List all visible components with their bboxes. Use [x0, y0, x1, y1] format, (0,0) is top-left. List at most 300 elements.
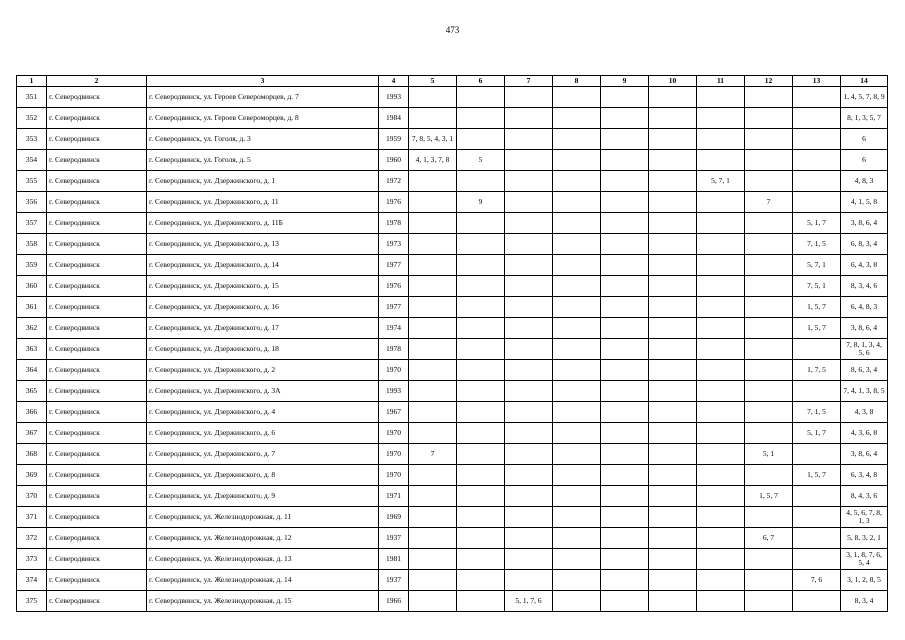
table-cell-col-8: [553, 549, 601, 570]
table-cell-col-1: 363: [17, 339, 47, 360]
table-cell-col-12: [745, 276, 793, 297]
table-cell-col-2: г. Северодвинск: [47, 507, 147, 528]
table-cell-col-9: [601, 171, 649, 192]
table-row: [17, 234, 888, 255]
column-header-14: 14: [841, 76, 888, 87]
table-cell-col-13: [793, 591, 841, 612]
table-cell-col-4: 1970: [379, 465, 409, 486]
table-cell-col-4: 1993: [379, 381, 409, 402]
table-cell-col-6: [457, 360, 505, 381]
table-row: [17, 192, 888, 213]
table-cell-col-12: 5, 1: [745, 444, 793, 465]
table-cell-col-10: [649, 507, 697, 528]
table-cell-col-2: г. Северодвинск: [47, 444, 147, 465]
table-row: [17, 591, 888, 612]
table-cell-col-9: [601, 108, 649, 129]
table-cell-col-14: 6: [841, 150, 888, 171]
table-cell-col-9: [601, 360, 649, 381]
table-cell-col-7: [505, 129, 553, 150]
table-cell-col-2: г. Северодвинск: [47, 234, 147, 255]
table-cell-col-6: [457, 276, 505, 297]
table-cell-col-1: 355: [17, 171, 47, 192]
table-body: [17, 87, 888, 612]
table-cell-col-8: [553, 444, 601, 465]
table-cell-col-4: 1970: [379, 444, 409, 465]
table-cell-col-2: г. Северодвинск: [47, 423, 147, 444]
table-cell-col-13: 1, 5, 7: [793, 318, 841, 339]
column-header-1: 1: [17, 76, 47, 87]
table-cell-col-5: [409, 297, 457, 318]
table-cell-col-9: [601, 255, 649, 276]
table-row: [17, 171, 888, 192]
table-cell-col-8: [553, 129, 601, 150]
table-cell-col-11: [697, 276, 745, 297]
column-header-11: 11: [697, 76, 745, 87]
table-cell-col-13: [793, 87, 841, 108]
table-cell-col-8: [553, 150, 601, 171]
table-cell-col-12: [745, 297, 793, 318]
table-cell-col-14: 3, 1, 8, 7, 6, 5, 4: [841, 549, 888, 570]
table-cell-col-11: [697, 318, 745, 339]
table-cell-col-6: [457, 381, 505, 402]
table-cell-col-14: 8, 3, 4, 6: [841, 276, 888, 297]
table-cell-col-12: [745, 549, 793, 570]
table-cell-col-7: [505, 402, 553, 423]
table-cell-col-8: [553, 465, 601, 486]
table-cell-col-11: [697, 87, 745, 108]
table-cell-col-2: г. Северодвинск: [47, 297, 147, 318]
table-cell-col-12: 1, 5, 7: [745, 486, 793, 507]
table-row: [17, 423, 888, 444]
table-cell-col-10: [649, 381, 697, 402]
table-cell-col-10: [649, 129, 697, 150]
table-cell-col-11: [697, 528, 745, 549]
table-cell-col-5: [409, 528, 457, 549]
table-cell-col-14: 5, 8, 3, 2, 1: [841, 528, 888, 549]
column-header-4: 4: [379, 76, 409, 87]
table-cell-col-4: 1976: [379, 276, 409, 297]
table-cell-col-1: 367: [17, 423, 47, 444]
table-cell-col-6: [457, 297, 505, 318]
table-cell-col-11: [697, 591, 745, 612]
table-cell-col-1: 365: [17, 381, 47, 402]
table-cell-col-11: [697, 423, 745, 444]
table-cell-col-9: [601, 528, 649, 549]
table-cell-col-7: [505, 255, 553, 276]
table-cell-col-14: 6, 4, 8, 3: [841, 297, 888, 318]
table-cell-col-10: [649, 297, 697, 318]
table-cell-col-4: 1976: [379, 192, 409, 213]
table-cell-col-2: г. Северодвинск: [47, 591, 147, 612]
table-cell-col-2: г. Северодвинск: [47, 465, 147, 486]
table-cell-col-9: [601, 570, 649, 591]
table-cell-col-1: 375: [17, 591, 47, 612]
table-cell-col-12: [745, 255, 793, 276]
table-cell-col-5: [409, 318, 457, 339]
table-cell-col-1: 371: [17, 507, 47, 528]
table-cell-col-7: [505, 570, 553, 591]
table-cell-col-11: [697, 192, 745, 213]
table-cell-col-6: [457, 507, 505, 528]
table-cell-col-11: [697, 507, 745, 528]
table-cell-col-8: [553, 528, 601, 549]
table-cell-col-13: 7, 1, 5: [793, 234, 841, 255]
table-cell-col-12: [745, 507, 793, 528]
table-cell-col-1: 351: [17, 87, 47, 108]
table-cell-col-4: 1984: [379, 108, 409, 129]
table-cell-col-10: [649, 87, 697, 108]
table-cell-col-7: [505, 318, 553, 339]
table-cell-col-6: 5: [457, 150, 505, 171]
column-header-10: 10: [649, 76, 697, 87]
table-cell-col-9: [601, 87, 649, 108]
table-cell-col-1: 364: [17, 360, 47, 381]
table-cell-col-6: [457, 423, 505, 444]
table-row: [17, 108, 888, 129]
table-cell-col-4: 1974: [379, 318, 409, 339]
table-cell-col-3: г. Северодвинск, ул. Железнодорожная, д. 13: [147, 549, 379, 570]
table-cell-col-2: г. Северодвинск: [47, 318, 147, 339]
table-cell-col-14: 6, 8, 3, 4: [841, 234, 888, 255]
table-cell-col-3: г. Северодвинск, ул. Дзержинского, д. 7: [147, 444, 379, 465]
table-cell-col-3: г. Северодвинск, ул. Героев Североморцев, д. 7: [147, 87, 379, 108]
table-cell-col-1: 353: [17, 129, 47, 150]
table-cell-col-14: 8, 4, 3, 6: [841, 486, 888, 507]
table-cell-col-14: 4, 3, 6, 8: [841, 423, 888, 444]
table-cell-col-7: 5, 1, 7, 6: [505, 591, 553, 612]
table-cell-col-2: г. Северодвинск: [47, 150, 147, 171]
table-cell-col-7: [505, 339, 553, 360]
table-cell-col-9: [601, 213, 649, 234]
table-cell-col-1: 373: [17, 549, 47, 570]
table-cell-col-6: 9: [457, 192, 505, 213]
table-cell-col-8: [553, 486, 601, 507]
table-cell-col-5: [409, 465, 457, 486]
table-cell-col-13: [793, 150, 841, 171]
table-cell-col-11: [697, 255, 745, 276]
table-cell-col-7: [505, 297, 553, 318]
table-cell-col-13: 1, 7, 5: [793, 360, 841, 381]
table-cell-col-14: 7, 4, 1, 3, 8, 5: [841, 381, 888, 402]
table-cell-col-6: [457, 528, 505, 549]
table-cell-col-2: г. Северодвинск: [47, 339, 147, 360]
table-cell-col-14: 4, 8, 3: [841, 171, 888, 192]
table-row: [17, 213, 888, 234]
table-cell-col-14: 3, 8, 6, 4: [841, 318, 888, 339]
table-cell-col-3: г. Северодвинск, ул. Гоголя, д. 5: [147, 150, 379, 171]
column-header-9: 9: [601, 76, 649, 87]
table-cell-col-3: г. Северодвинск, ул. Дзержинского, д. 11Б: [147, 213, 379, 234]
table-cell-col-13: 1, 5, 7: [793, 465, 841, 486]
table-cell-col-10: [649, 423, 697, 444]
table-cell-col-7: [505, 108, 553, 129]
table-cell-col-11: [697, 234, 745, 255]
table-cell-col-14: 6, 3, 4, 8: [841, 465, 888, 486]
table-cell-col-11: [697, 549, 745, 570]
table-cell-col-13: 7, 5, 1: [793, 276, 841, 297]
table-cell-col-10: [649, 486, 697, 507]
table-cell-col-10: [649, 318, 697, 339]
table-cell-col-13: [793, 549, 841, 570]
table-cell-col-7: [505, 360, 553, 381]
table-cell-col-10: [649, 591, 697, 612]
table-cell-col-9: [601, 591, 649, 612]
table-cell-col-9: [601, 423, 649, 444]
table-cell-col-11: [697, 297, 745, 318]
table-cell-col-9: [601, 465, 649, 486]
table-cell-col-4: 1969: [379, 507, 409, 528]
table-cell-col-3: г. Северодвинск, ул. Гоголя, д. 3: [147, 129, 379, 150]
table-cell-col-9: [601, 234, 649, 255]
table-cell-col-8: [553, 192, 601, 213]
table-row: [17, 402, 888, 423]
table-cell-col-3: г. Северодвинск, ул. Дзержинского, д. 15: [147, 276, 379, 297]
column-header-6: 6: [457, 76, 505, 87]
table-cell-col-12: [745, 234, 793, 255]
table-cell-col-13: 7, 1, 5: [793, 402, 841, 423]
table-cell-col-2: г. Северодвинск: [47, 108, 147, 129]
table-cell-col-6: [457, 486, 505, 507]
table-row: [17, 339, 888, 360]
table-cell-col-8: [553, 171, 601, 192]
table-cell-col-3: г. Северодвинск, ул. Дзержинского, д. 8: [147, 465, 379, 486]
table-cell-col-5: [409, 276, 457, 297]
table-cell-col-14: 4, 1, 5, 8: [841, 192, 888, 213]
table-cell-col-5: [409, 255, 457, 276]
table-row: [17, 528, 888, 549]
table-cell-col-6: [457, 129, 505, 150]
column-header-3: 3: [147, 76, 379, 87]
table-row: [17, 129, 888, 150]
table-cell-col-11: 5, 7, 1: [697, 171, 745, 192]
table-cell-col-8: [553, 108, 601, 129]
table-cell-col-12: [745, 171, 793, 192]
table-cell-col-1: 360: [17, 276, 47, 297]
table-cell-col-12: 6, 7: [745, 528, 793, 549]
table-cell-col-13: 5, 7, 1: [793, 255, 841, 276]
table-cell-col-5: [409, 423, 457, 444]
table-cell-col-6: [457, 444, 505, 465]
table-cell-col-3: г. Северодвинск, ул. Дзержинского, д. 16: [147, 297, 379, 318]
table-cell-col-1: 370: [17, 486, 47, 507]
table-cell-col-9: [601, 297, 649, 318]
table-cell-col-1: 354: [17, 150, 47, 171]
table-cell-col-12: [745, 381, 793, 402]
table-cell-col-2: г. Северодвинск: [47, 255, 147, 276]
table-cell-col-8: [553, 507, 601, 528]
table-cell-col-11: [697, 339, 745, 360]
table-cell-col-3: г. Северодвинск, ул. Железнодорожная, д. 12: [147, 528, 379, 549]
table-cell-col-10: [649, 171, 697, 192]
table-cell-col-4: 1937: [379, 570, 409, 591]
table-cell-col-13: [793, 507, 841, 528]
table-cell-col-5: [409, 381, 457, 402]
table-cell-col-12: [745, 591, 793, 612]
table-cell-col-4: 1993: [379, 87, 409, 108]
table-cell-col-8: [553, 381, 601, 402]
table-cell-col-14: 8, 1, 3, 5, 7: [841, 108, 888, 129]
table-cell-col-3: г. Северодвинск, ул. Дзержинского, д. 17: [147, 318, 379, 339]
table-cell-col-5: [409, 507, 457, 528]
table-cell-col-2: г. Северодвинск: [47, 570, 147, 591]
table-cell-col-2: г. Северодвинск: [47, 171, 147, 192]
table-row: [17, 360, 888, 381]
table-cell-col-5: [409, 87, 457, 108]
column-header-7: 7: [505, 76, 553, 87]
table-cell-col-12: [745, 570, 793, 591]
table-cell-col-8: [553, 423, 601, 444]
table-cell-col-14: 8, 6, 3, 4: [841, 360, 888, 381]
table-cell-col-2: г. Северодвинск: [47, 360, 147, 381]
table-cell-col-3: г. Северодвинск, ул. Дзержинского, д. 14: [147, 255, 379, 276]
table-cell-col-3: г. Северодвинск, ул. Дзержинского, д. 18: [147, 339, 379, 360]
table-cell-col-14: 3, 8, 6, 4: [841, 444, 888, 465]
table-cell-col-1: 352: [17, 108, 47, 129]
table-row: [17, 381, 888, 402]
table-cell-col-3: г. Северодвинск, ул. Дзержинского, д. 2: [147, 360, 379, 381]
table-cell-col-4: 1967: [379, 402, 409, 423]
table-cell-col-5: [409, 108, 457, 129]
table-cell-col-3: г. Северодвинск, ул. Дзержинского, д. 13: [147, 234, 379, 255]
table-cell-col-5: [409, 570, 457, 591]
table-row: [17, 486, 888, 507]
table-cell-col-3: г. Северодвинск, ул. Героев Североморцев, д. 8: [147, 108, 379, 129]
table-cell-col-6: [457, 213, 505, 234]
table-cell-col-6: [457, 549, 505, 570]
table-row: [17, 444, 888, 465]
table-cell-col-13: 7, 6: [793, 570, 841, 591]
table-cell-col-7: [505, 423, 553, 444]
table-cell-col-7: [505, 528, 553, 549]
table-cell-col-7: [505, 213, 553, 234]
table-cell-col-5: [409, 234, 457, 255]
table-cell-col-2: г. Северодвинск: [47, 87, 147, 108]
table-cell-col-14: 7, 8, 1, 3, 4, 5, 6: [841, 339, 888, 360]
table-cell-col-1: 362: [17, 318, 47, 339]
table-cell-col-5: [409, 339, 457, 360]
table-cell-col-6: [457, 591, 505, 612]
table-cell-col-10: [649, 108, 697, 129]
table-cell-col-5: [409, 591, 457, 612]
table-cell-col-11: [697, 150, 745, 171]
table-cell-col-14: 3, 1, 2, 8, 5: [841, 570, 888, 591]
table-cell-col-6: [457, 402, 505, 423]
table-cell-col-3: г. Северодвинск, ул. Дзержинского, д. 9: [147, 486, 379, 507]
table-cell-col-7: [505, 150, 553, 171]
table-cell-col-13: [793, 108, 841, 129]
table-cell-col-11: [697, 486, 745, 507]
table-cell-col-11: [697, 570, 745, 591]
table-cell-col-8: [553, 339, 601, 360]
table-cell-col-12: [745, 360, 793, 381]
table-row: [17, 549, 888, 570]
table-cell-col-7: [505, 381, 553, 402]
table-cell-col-7: [505, 444, 553, 465]
table-cell-col-1: 374: [17, 570, 47, 591]
table-cell-col-14: 8, 3, 4: [841, 591, 888, 612]
table-cell-col-11: [697, 444, 745, 465]
table-cell-col-14: 4, 5, 6, 7, 8, 1, 3: [841, 507, 888, 528]
table-cell-col-13: [793, 192, 841, 213]
table-cell-col-5: 7: [409, 444, 457, 465]
column-header-13: 13: [793, 76, 841, 87]
table-cell-col-10: [649, 444, 697, 465]
table-cell-col-2: г. Северодвинск: [47, 402, 147, 423]
table-cell-col-9: [601, 549, 649, 570]
table-cell-col-7: [505, 486, 553, 507]
table-cell-col-12: [745, 150, 793, 171]
table-cell-col-8: [553, 234, 601, 255]
table-cell-col-13: [793, 444, 841, 465]
table-cell-col-14: 6: [841, 129, 888, 150]
table-cell-col-5: 4, 1, 3, 7, 8: [409, 150, 457, 171]
table-cell-col-10: [649, 465, 697, 486]
register-table: [16, 75, 888, 612]
table-cell-col-13: [793, 486, 841, 507]
table-cell-col-8: [553, 360, 601, 381]
table-cell-col-8: [553, 591, 601, 612]
table-cell-col-6: [457, 87, 505, 108]
table-cell-col-4: 1960: [379, 150, 409, 171]
table-cell-col-6: [457, 465, 505, 486]
table-cell-col-4: 1977: [379, 297, 409, 318]
table-cell-col-12: [745, 402, 793, 423]
table-cell-col-3: г. Северодвинск, ул. Дзержинского, д. 11: [147, 192, 379, 213]
table-cell-col-13: 5, 1, 7: [793, 423, 841, 444]
table-cell-col-3: г. Северодвинск, ул. Железнодорожная, д. 14: [147, 570, 379, 591]
table-cell-col-7: [505, 171, 553, 192]
table-cell-col-3: г. Северодвинск, ул. Дзержинского, д. 6: [147, 423, 379, 444]
table-cell-col-12: [745, 423, 793, 444]
table-cell-col-10: [649, 213, 697, 234]
table-cell-col-2: г. Северодвинск: [47, 549, 147, 570]
table-cell-col-5: [409, 486, 457, 507]
table-cell-col-12: [745, 87, 793, 108]
table-cell-col-9: [601, 318, 649, 339]
table-cell-col-8: [553, 402, 601, 423]
table-cell-col-13: 1, 5, 7: [793, 297, 841, 318]
table-cell-col-11: [697, 402, 745, 423]
table-cell-col-14: 1, 4, 5, 7, 8, 9: [841, 87, 888, 108]
table-cell-col-7: [505, 192, 553, 213]
table-cell-col-9: [601, 129, 649, 150]
table-row: [17, 87, 888, 108]
table-cell-col-12: [745, 318, 793, 339]
table-cell-col-14: 6, 4, 3, 8: [841, 255, 888, 276]
table-cell-col-12: [745, 129, 793, 150]
table-cell-col-6: [457, 339, 505, 360]
table-cell-col-3: г. Северодвинск, ул. Дзержинского, д. 1: [147, 171, 379, 192]
table-row: [17, 465, 888, 486]
table-row: [17, 507, 888, 528]
table-cell-col-5: [409, 360, 457, 381]
table-cell-col-1: 369: [17, 465, 47, 486]
table-cell-col-6: [457, 171, 505, 192]
table-row: [17, 150, 888, 171]
table-cell-col-4: 1937: [379, 528, 409, 549]
table-cell-col-10: [649, 549, 697, 570]
table-cell-col-13: [793, 129, 841, 150]
table-cell-col-11: [697, 213, 745, 234]
table-cell-col-8: [553, 570, 601, 591]
table-cell-col-13: [793, 528, 841, 549]
table-cell-col-4: 1972: [379, 171, 409, 192]
table-cell-col-9: [601, 486, 649, 507]
table-cell-col-8: [553, 213, 601, 234]
table-cell-col-9: [601, 339, 649, 360]
table-cell-col-7: [505, 234, 553, 255]
table-cell-col-12: [745, 465, 793, 486]
